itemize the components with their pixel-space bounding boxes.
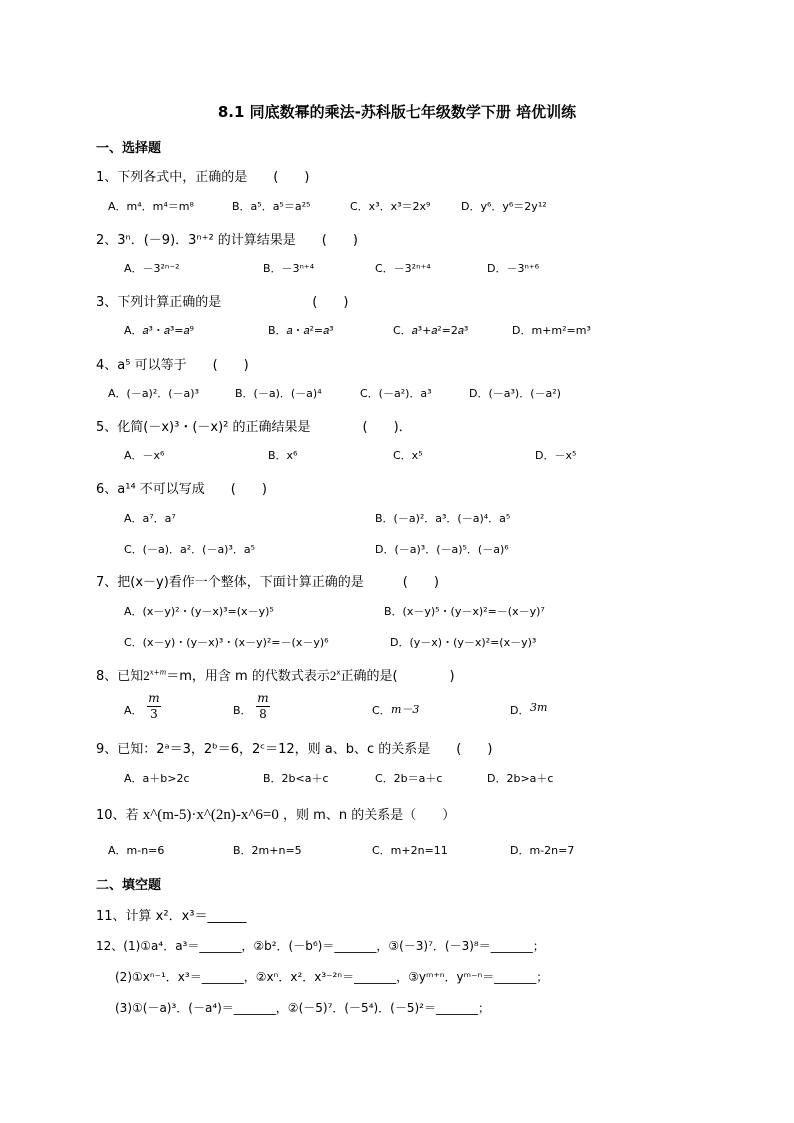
fraction-denominator: 8: [259, 707, 267, 721]
question-12-line-2: (2)①xⁿ⁻¹．x³＝_______，②xⁿ．x²．x³⁻²ⁿ＝_______，③yᵐ⁺ⁿ．yᵐ⁻ⁿ＝_______；: [115, 970, 549, 984]
question-7-option-d: D．(y－x)・(y－x)²=(x－y)³: [390, 636, 537, 649]
question-6-option-b: B．(－a)²．a³．(－a)⁴．a⁵: [375, 512, 511, 525]
question-7-option-a: A．(x－y)²・(y－x)³=(x－y)⁵: [124, 605, 274, 618]
question-6-option-d: D．(－a)³．(－a)⁵．(－a)⁶: [375, 543, 509, 556]
question-10-option-d: D．m-2n=7: [510, 844, 575, 857]
question-9-option-a: A．a＋b>2c: [124, 772, 190, 785]
question-12-line-1: 12、(1)①a⁴．a³＝_______，②b²．(－b⁶)＝_______，③(－3)⁷．(－3)⁸＝_______；: [96, 939, 545, 953]
question-10-stem-prefix: 10、若: [96, 808, 139, 823]
question-8-exponent-2: x: [336, 668, 341, 677]
question-7-option-b: B．(x－y)⁵・(y－x)²=－(x－y)⁷: [384, 605, 545, 618]
question-2-option-d: D．－3ⁿ⁺⁶: [487, 262, 540, 275]
question-3-option-a: A．𝑎³・𝑎³=𝑎⁹: [124, 324, 194, 337]
question-6-option-a: A．a⁷．a⁷: [124, 512, 176, 525]
question-7-option-c: C．(x－y)・(y－x)³・(x－y)²=－(x－y)⁶: [124, 636, 329, 649]
question-4-option-d: D．(－a³)．(－a²): [469, 387, 561, 400]
question-10-formula: x^(m-5)·x^(2n)-x^6=0: [142, 807, 279, 823]
question-8-option-d: 3m: [530, 701, 548, 714]
question-3-option-d: D．m+m²=m³: [512, 324, 591, 337]
question-8-option-c: m－3: [391, 703, 420, 716]
section-heading-fill: 二、填空题: [96, 878, 162, 893]
question-8-label-b: B．: [233, 704, 252, 717]
question-2-option-a: A．－3²ⁿ⁻²: [124, 262, 180, 275]
question-3-option-c: C．𝑎³+𝑎²=2𝑎³: [393, 324, 469, 337]
question-1-stem: 1、下列各式中，正确的是 ( ): [96, 170, 310, 185]
question-5-option-c: C．x⁵: [393, 449, 423, 462]
question-2-stem: 2、3ⁿ．(－9)．3ⁿ⁺² 的计算结果是 ( ): [96, 233, 358, 248]
question-7-stem: 7、把(x－y)看作一个整体，下面计算正确的是 ( ): [96, 575, 439, 590]
question-12-line-3: (3)①(－a)³．(－a⁴)＝_______，②(－5)⁷．(－5⁴)．(－5)²＝_______；: [115, 1001, 490, 1015]
question-8-stem: [96, 665, 455, 684]
question-2-option-b: B．－3ⁿ⁺⁴: [263, 262, 315, 275]
question-11-stem: 11、计算 x²．x³＝______: [96, 909, 247, 924]
question-4-option-a: A．(－a)²．(－a)³: [108, 387, 199, 400]
question-10-stem: [96, 804, 455, 824]
question-5-option-a: A．－x⁶: [124, 449, 165, 462]
question-1-option-a: A．m⁴．m⁴＝m⁸: [108, 200, 194, 213]
question-1-option-c: C．x³．x³＝2x⁹: [350, 200, 431, 213]
section-heading-choice: 一、选择题: [96, 141, 162, 156]
question-8-option-a-fraction: [147, 692, 161, 721]
question-8-label-c: C．: [372, 704, 391, 717]
question-3-option-b: B．𝑎・𝑎²=𝑎³: [268, 324, 334, 337]
question-4-stem: 4、a⁵ 可以等于 ( ): [96, 358, 249, 373]
question-5-option-b: B．x⁶: [268, 449, 298, 462]
question-8-base-2: 2: [329, 668, 337, 683]
question-5-stem: 5、化简(－x)³・(－x)² 的正确结果是 ( )．: [96, 420, 412, 435]
question-9-stem: 9、已知：2ᵃ＝3，2ᵇ＝6，2ᶜ＝12，则 a、b、c 的关系是 ( ): [96, 742, 493, 757]
question-8-stem-middle: ＝m，用含 m 的代数式表示: [166, 669, 330, 684]
question-10-option-b: B．2m+n=5: [233, 844, 302, 857]
question-9-option-b: B．2b<a＋c: [263, 772, 329, 785]
question-2-option-c: C．－3²ⁿ⁺⁴: [375, 262, 431, 275]
question-8-option-b-fraction: [256, 692, 270, 721]
fraction-numerator: m: [257, 691, 269, 705]
question-9-option-c: C．2b＝a＋c: [375, 772, 443, 785]
question-8-base: 2: [143, 668, 150, 683]
question-4-option-b: B．(－a)．(－a)⁴: [235, 387, 322, 400]
question-8-exponent: x+m: [149, 668, 167, 677]
question-8-label-a: A．: [124, 704, 143, 717]
question-8-stem-prefix: 8、已知: [96, 669, 144, 684]
question-8-label-d: D．: [510, 704, 530, 717]
question-1-option-b: B．a⁵．a⁵＝a²⁵: [232, 200, 311, 213]
question-10-option-a: A．m-n=6: [108, 844, 165, 857]
fraction-denominator: 3: [150, 707, 158, 721]
fraction-numerator: m: [148, 691, 160, 705]
question-8-stem-suffix: 正确的是( ): [340, 669, 455, 684]
question-3-stem: 3、下列计算正确的是 ( ): [96, 295, 349, 310]
question-10-option-c: C．m+2n=11: [372, 844, 448, 857]
question-1-option-d: D．y⁶．y⁶＝2y¹²: [461, 200, 547, 213]
question-6-stem: 6、a¹⁴ 不可以写成 ( ): [96, 482, 267, 497]
question-9-option-d: D．2b>a＋c: [487, 772, 554, 785]
question-10-stem-suffix: ，则 m、n 的关系是（ ）: [283, 808, 456, 823]
question-4-option-c: C．(－a²)．a³: [360, 387, 432, 400]
document-title: 8.1 同底数幂的乘法-苏科版七年级数学下册 培优训练: [217, 103, 577, 121]
question-6-option-c: C．(－a)．a²．(－a)³．a⁵: [124, 543, 256, 556]
question-5-option-d: D．－x⁵: [535, 449, 577, 462]
